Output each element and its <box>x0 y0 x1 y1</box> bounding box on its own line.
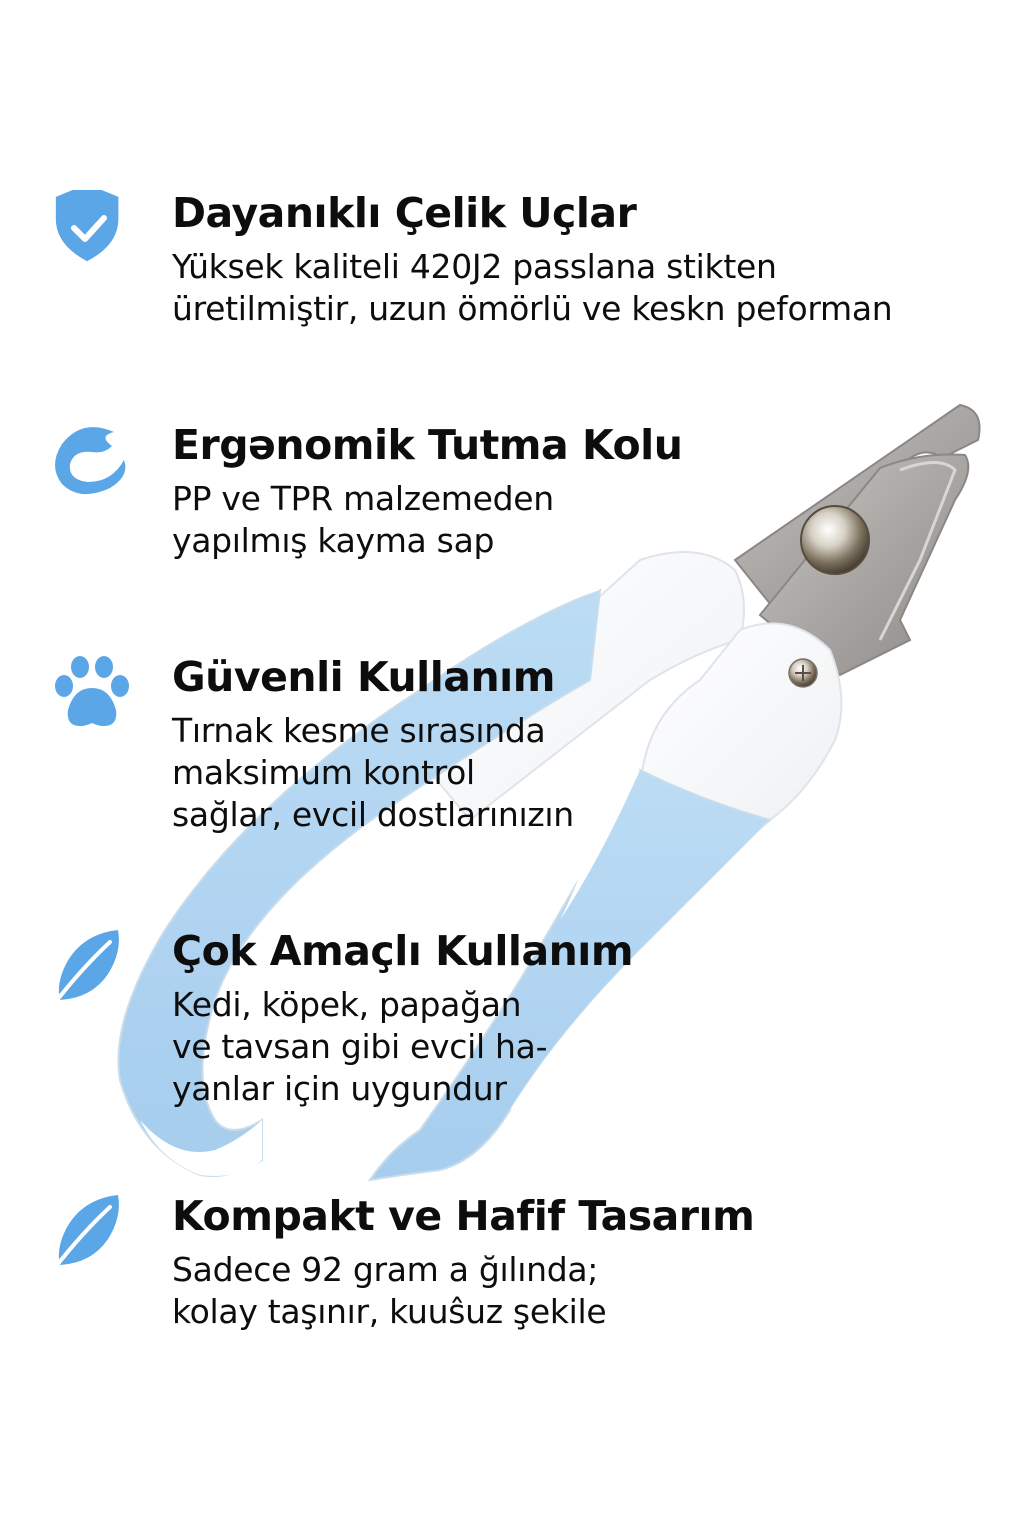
feature-description: Kedi, köpek, papağan ve tavsan gibi evcil ha- yanlar için uygundur <box>172 985 548 1108</box>
leaf-icon <box>52 1193 132 1273</box>
feature-title: Çok Amaçlı Kullanım <box>172 927 634 975</box>
grip-swoosh-icon <box>52 422 132 502</box>
shield-check-icon <box>52 190 132 270</box>
leaf-icon <box>52 928 132 1008</box>
feature-title: Kompakt ve Hafif Tasarım <box>172 1192 755 1240</box>
feature-description: Tırnak kesme sırasında maksimum kontrol sağlar, evcil dostlarınızın <box>172 711 574 834</box>
feature-title: Ergənomik Tutma Kolu <box>172 421 683 469</box>
feature-description: PP ve TPR malzemeden yapılmış kayma sap <box>172 479 554 560</box>
feature-description: Sadece 92 gram a ğılında; kolay taşınır, kuuŝuz şekile <box>172 1250 607 1331</box>
feature-title: Güvenli Kullanım <box>172 653 555 701</box>
feature-description: Yüksek kaliteli 420J2 passlana stikten üretilmiştir, uzun ömörlü ve keskn peforman <box>172 247 893 328</box>
paw-icon <box>52 654 132 734</box>
feature-title: Dayanıklı Çelik Uçlar <box>172 189 637 237</box>
